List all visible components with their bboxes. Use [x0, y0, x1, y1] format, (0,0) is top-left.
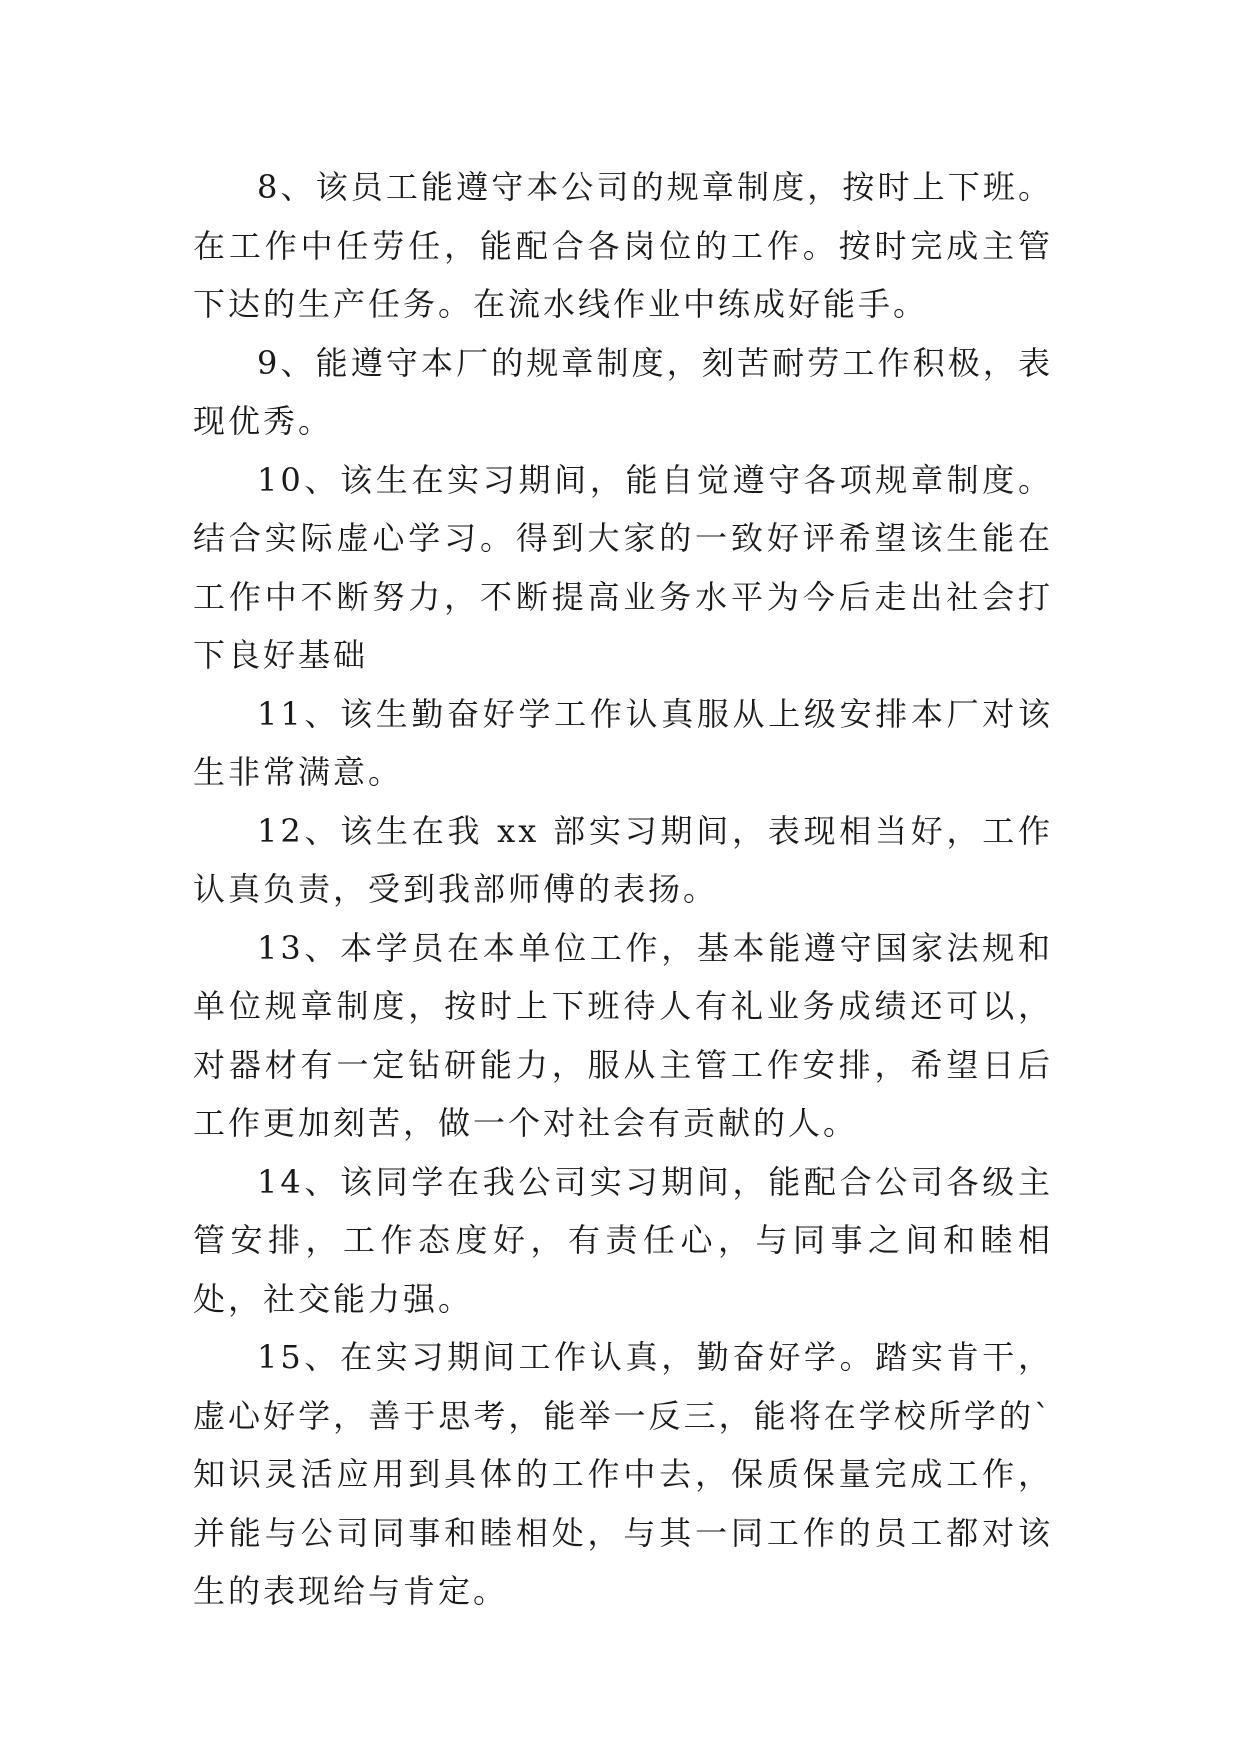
paragraph-12: 12、该生在我 xx 部实习期间，表现相当好，工作认真负责，受到我部师傅的表扬。: [193, 811, 1053, 908]
paragraph-10: 10、该生在实习期间，能自觉遵守各项规章制度。结合实际虚心学习。得到大家的一致好评希望该生能在工作中不断努力，不断提高业务水平为今后走出社会打下良好基础: [193, 460, 1053, 674]
paragraph-13: 13、本学员在本单位工作，基本能遵守国家法规和单位规章制度，按时上下班待人有礼业务成绩还可以，对器材有一定钻研能力，服从主管工作安排，希望日后工作更加刻苦，做一个对社会有贡献的人。: [193, 928, 1053, 1142]
paragraph-9: 9、能遵守本厂的规章制度，刻苦耐劳工作积极，表现优秀。: [193, 343, 1053, 440]
paragraph-8: 8、该员工能遵守本公司的规章制度，按时上下班。在工作中任劳任，能配合各岗位的工作。按时完成主管下达的生产任务。在流水线作业中练成好能手。: [193, 168, 1053, 323]
paragraph-11: 11、该生勤奋好学工作认真服从上级安排本厂对该生非常满意。: [193, 694, 1053, 791]
document-body: [193, 158, 1053, 1621]
paragraph-15: 15、在实习期间工作认真，勤奋好学。踏实肯干，虚心好学，善于思考，能举一反三，能将在学校所学的`知识灵活应用到具体的工作中去，保质保量完成工作，并能与公司同事和睦相处，与其一同工作的员工都对该生的表现给与肯定。: [193, 1338, 1053, 1610]
paragraph-14: 14、该同学在我公司实习期间，能配合公司各级主管安排，工作态度好，有责任心，与同事之间和睦相处，社交能力强。: [193, 1162, 1053, 1318]
